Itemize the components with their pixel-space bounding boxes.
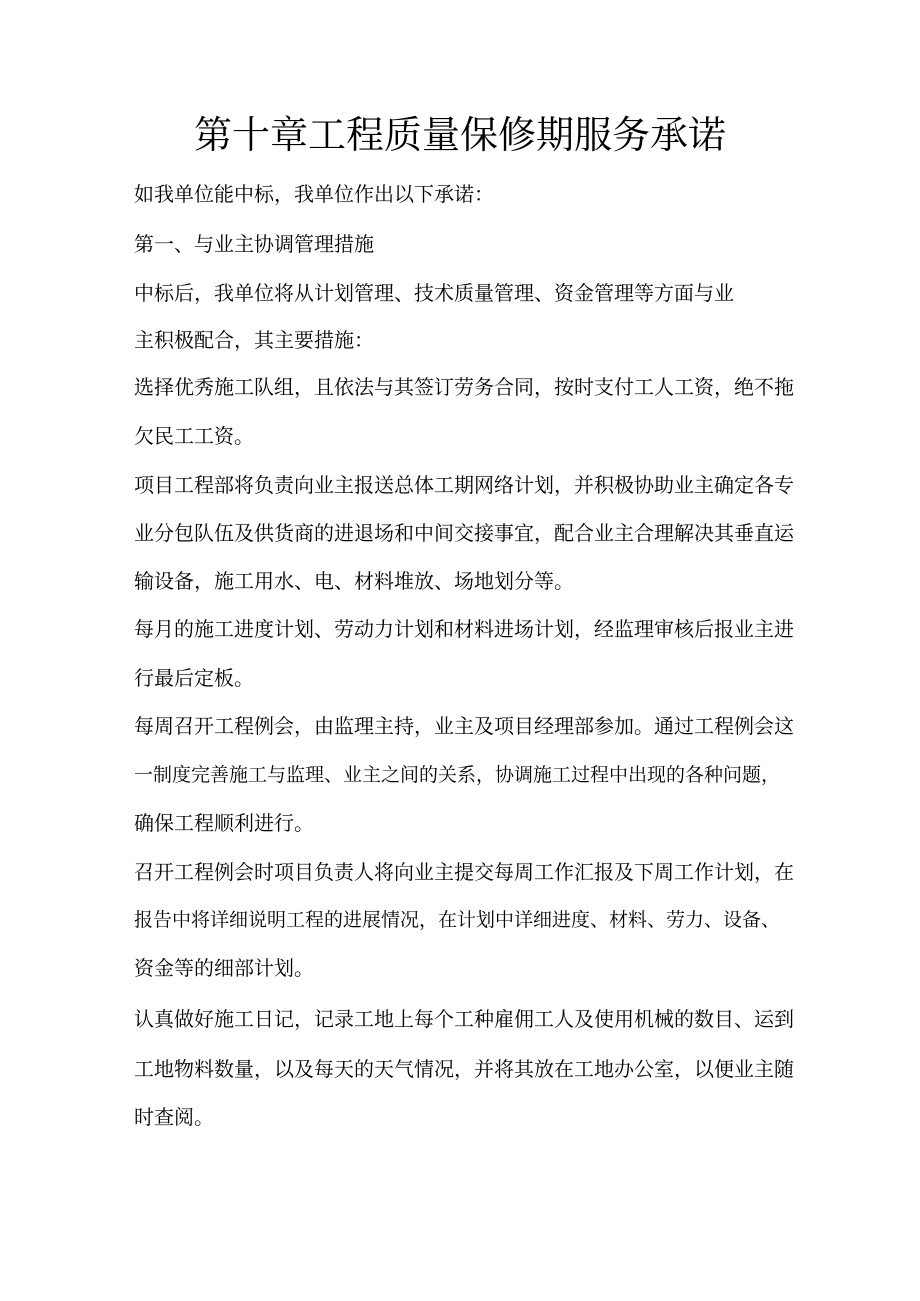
text-line: 业分包队伍及供货商的进退场和中间交接事宜，配合业主合理解决其垂直运 (134, 521, 794, 545)
text-line: 召开工程例会时项目负责人将向业主提交每周工作汇报及下周工作计划，在 (134, 860, 794, 884)
text-line: 欠民工工资。 (134, 424, 254, 448)
text-line: 项目工程部将负责向业主报送总体工期网络计划，并积极协助业主确定各专 (134, 473, 794, 497)
text-line: 确保工程顺利进行。 (134, 811, 314, 835)
text-line: 资金等的细部计划。 (134, 956, 314, 980)
text-line: 认真做好施工日记，记录工地上每个工种雇佣工人及使用机械的数目、运到 (134, 1007, 794, 1031)
text-line: 第一、与业主协调管理措施 (134, 232, 374, 256)
text-line: 报告中将详细说明工程的进展情况，在计划中详细进度、材料、劳力、设备、 (134, 909, 781, 931)
text-line: 每周召开工程例会，由监理主持，业主及项目经理部参加。通过工程例会这 (134, 714, 794, 738)
text-line: 一制度完善施工与监理、业主之间的关系，协调施工过程中出现的各种问题， (134, 764, 781, 786)
text-line: 时查阅。 (134, 1105, 214, 1129)
text-line: 如我单位能中标，我单位作出以下承诺： (134, 182, 494, 206)
text-line: 行最后定板。 (134, 666, 254, 690)
text-line: 主积极配合，其主要措施： (134, 328, 374, 352)
page-title: 第十章工程质量保修期服务承诺 (193, 113, 726, 157)
text-line: 每月的施工进度计划、劳动力计划和材料进场计划，经监理审核后报业主进 (134, 617, 794, 641)
text-line: 输设备，施工用水、电、材料堆放、场地划分等。 (134, 569, 574, 593)
text-line: 选择优秀施工队组，且依法与其签订劳务合同，按时支付工人工资，绝不拖 (134, 375, 794, 399)
text-line: 工地物料数量，以及每天的天气情况，并将其放在工地办公室，以便业主随 (134, 1057, 794, 1081)
text-line: 中标后，我单位将从计划管理、技术质量管理、资金管理等方面与业 (134, 281, 734, 305)
